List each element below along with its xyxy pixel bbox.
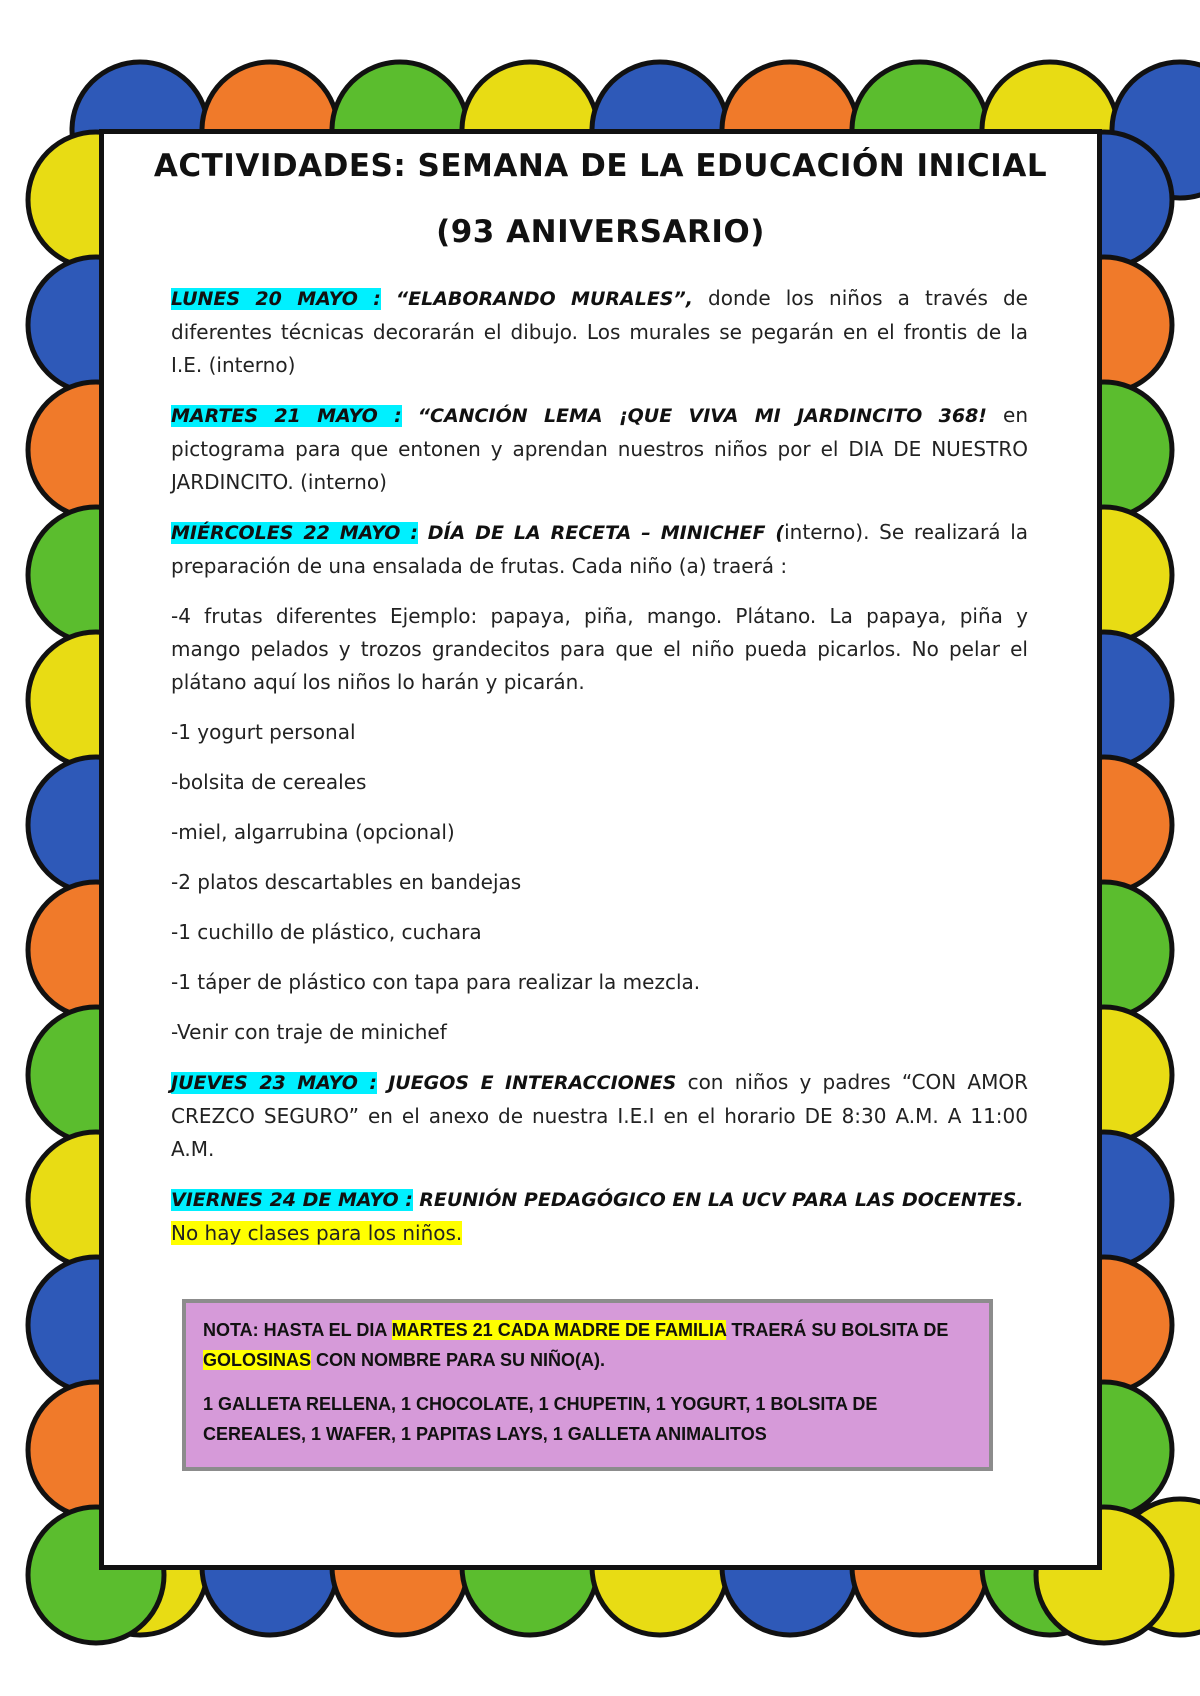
note-middle: TRAERÁ SU BOLSITA DE (726, 1320, 949, 1340)
note-highlight: GOLOSINAS (203, 1350, 312, 1370)
activity-wednesday (171, 516, 1028, 583)
activity-title: “ELABORANDO MURALES”, (395, 288, 693, 310)
page-subtitle: (93 ANIVERSARIO) (436, 214, 765, 250)
activity-title: JUEGOS E INTERACCIONES (388, 1072, 677, 1094)
activity-tuesday (171, 399, 1028, 499)
note-suffix: CON NOMBRE PARA SU NIÑO(A). (311, 1350, 606, 1370)
list-item: -bolsita de cereales (171, 770, 367, 794)
list-item: -1 yogurt personal (171, 720, 356, 744)
note-box (182, 1299, 993, 1471)
activity-friday (171, 1183, 1028, 1250)
activity-description: No hay clases para los niños. (171, 1221, 463, 1245)
activity-title: REUNIÓN PEDAGÓGICO EN LA UCV PARA LAS DOCENTES. (419, 1189, 1024, 1211)
activity-description: interno). Se realizará la preparación de una ensalada de frutas. Cada niño (a) traerá : (171, 520, 1029, 578)
list-item: -1 táper de plástico con tapa para realizar la mezcla. (171, 970, 701, 994)
note-prefix: NOTA: HASTA EL DIA (203, 1320, 392, 1340)
day-label: MIÉRCOLES 22 MAYO : (171, 522, 418, 544)
day-label: JUEVES 23 MAYO : (171, 1072, 377, 1094)
list-item: -4 frutas diferentes Ejemplo: papaya, piña, mango. Plátano. La papaya, piña y mango pelados y trozos grandecitos para que el niño pueda picarlos. No pelar el plátano aquí los niños lo harán y picarán. (171, 604, 1028, 694)
list-item: -miel, algarrubina (opcional) (171, 820, 455, 844)
activity-title: DÍA DE LA RECETA – MINICHEF ( (427, 522, 785, 544)
activities-list (171, 282, 1028, 1267)
activity-description: en pictograma para que entonen y aprendan nuestros niños por el DIA DE NUESTRO JARDINCITO. (interno) (171, 403, 1028, 494)
note-text (203, 1315, 972, 1375)
list-item: -Venir con traje de minichef (171, 1020, 447, 1044)
note-list: 1 GALLETA RELLENA, 1 CHOCOLATE, 1 CHUPETIN, 1 YOGURT, 1 BOLSITA DE CEREALES, 1 WAFER, 1 PAPITAS LAYS, 1 GALLETA ANIMALITOS (203, 1394, 878, 1444)
day-label: LUNES 20 MAYO : (171, 288, 381, 310)
list-item: -1 cuchillo de plástico, cuchara (171, 920, 482, 944)
note-highlight: MARTES 21 CADA MADRE DE FAMILIA (391, 1320, 727, 1340)
activity-thursday (171, 1066, 1028, 1166)
activity-monday (171, 282, 1028, 382)
activity-title: “CANCIÓN LEMA ¡QUE VIVA MI JARDINCITO 368! (417, 405, 987, 427)
page-title: ACTIVIDADES: SEMANA DE LA EDUCACIÓN INICIAL (153, 148, 1048, 184)
day-label: VIERNES 24 DE MAYO : (171, 1189, 413, 1211)
day-label: MARTES 21 MAYO : (171, 405, 402, 427)
list-item: -2 platos descartables en bandejas (171, 870, 522, 894)
activity-description: donde los niños a través de diferentes técnicas decorarán el dibujo. Los murales se pegarán en el frontis de la I.E. (interno) (171, 286, 1028, 377)
activity-description: con niños y padres “CON AMOR CREZCO SEGURO” en el anexo de nuestra I.E.I en el horario DE 8:30 A.M. A 11:00 A.M. (171, 1070, 1029, 1161)
